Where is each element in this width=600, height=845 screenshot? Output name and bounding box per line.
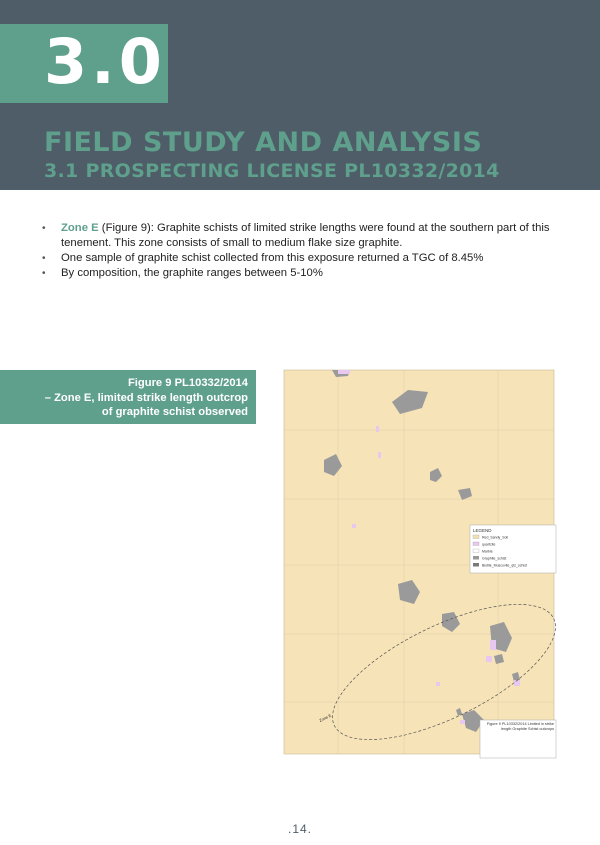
section-title: FIELD STUDY AND ANALYSIS	[44, 127, 483, 158]
legend-item: Marble	[482, 549, 493, 554]
legend-item: Red_Sandy_Soil	[482, 535, 509, 540]
map-legend	[470, 525, 556, 573]
section-subtitle: 3.1 PROSPECTING LICENSE PL10332/2014	[44, 160, 500, 182]
figure-map	[280, 368, 558, 760]
bullet-item	[42, 221, 572, 251]
bullet-text: One sample of graphite schist collected from this exposure returned a TGC of 8.45%	[61, 252, 484, 264]
zone-label-map: Zone E	[318, 712, 333, 723]
bullet-item	[42, 266, 572, 281]
figure-caption-box	[0, 370, 256, 424]
bullet-list	[42, 221, 572, 281]
legend-title: LEGEND	[473, 528, 492, 533]
zone-label: Zone E	[61, 222, 99, 234]
header-band	[0, 0, 600, 190]
bullet-text: (Figure 9): Graphite schists of limited strike lengths were found at the southern part of this tenement. This zone consists of small to medium flake size graphite.	[61, 222, 550, 249]
map-title-block	[480, 720, 556, 758]
caption-line: Figure 9 PL10332/2014	[127, 377, 248, 389]
caption-line: of graphite schist observed	[101, 406, 248, 418]
figure-caption	[45, 376, 248, 420]
legend-item: quartzite	[482, 542, 496, 547]
bullet-item	[42, 251, 572, 266]
bullet-text: By composition, the graphite ranges between 5-10%	[61, 267, 323, 279]
page-number: .14.	[287, 822, 312, 836]
legend-item: Biotite_Muscovite_qtz_schist	[482, 563, 527, 568]
legend-item: Graphite_schist	[482, 556, 507, 561]
map-title-text: Figure 9 PL10332/2014 Limited in strike length Graphite Schist outcrops	[486, 722, 554, 731]
section-number: 3.0	[44, 25, 166, 98]
caption-line: – Zone E, limited strike length outcrop	[44, 391, 248, 404]
